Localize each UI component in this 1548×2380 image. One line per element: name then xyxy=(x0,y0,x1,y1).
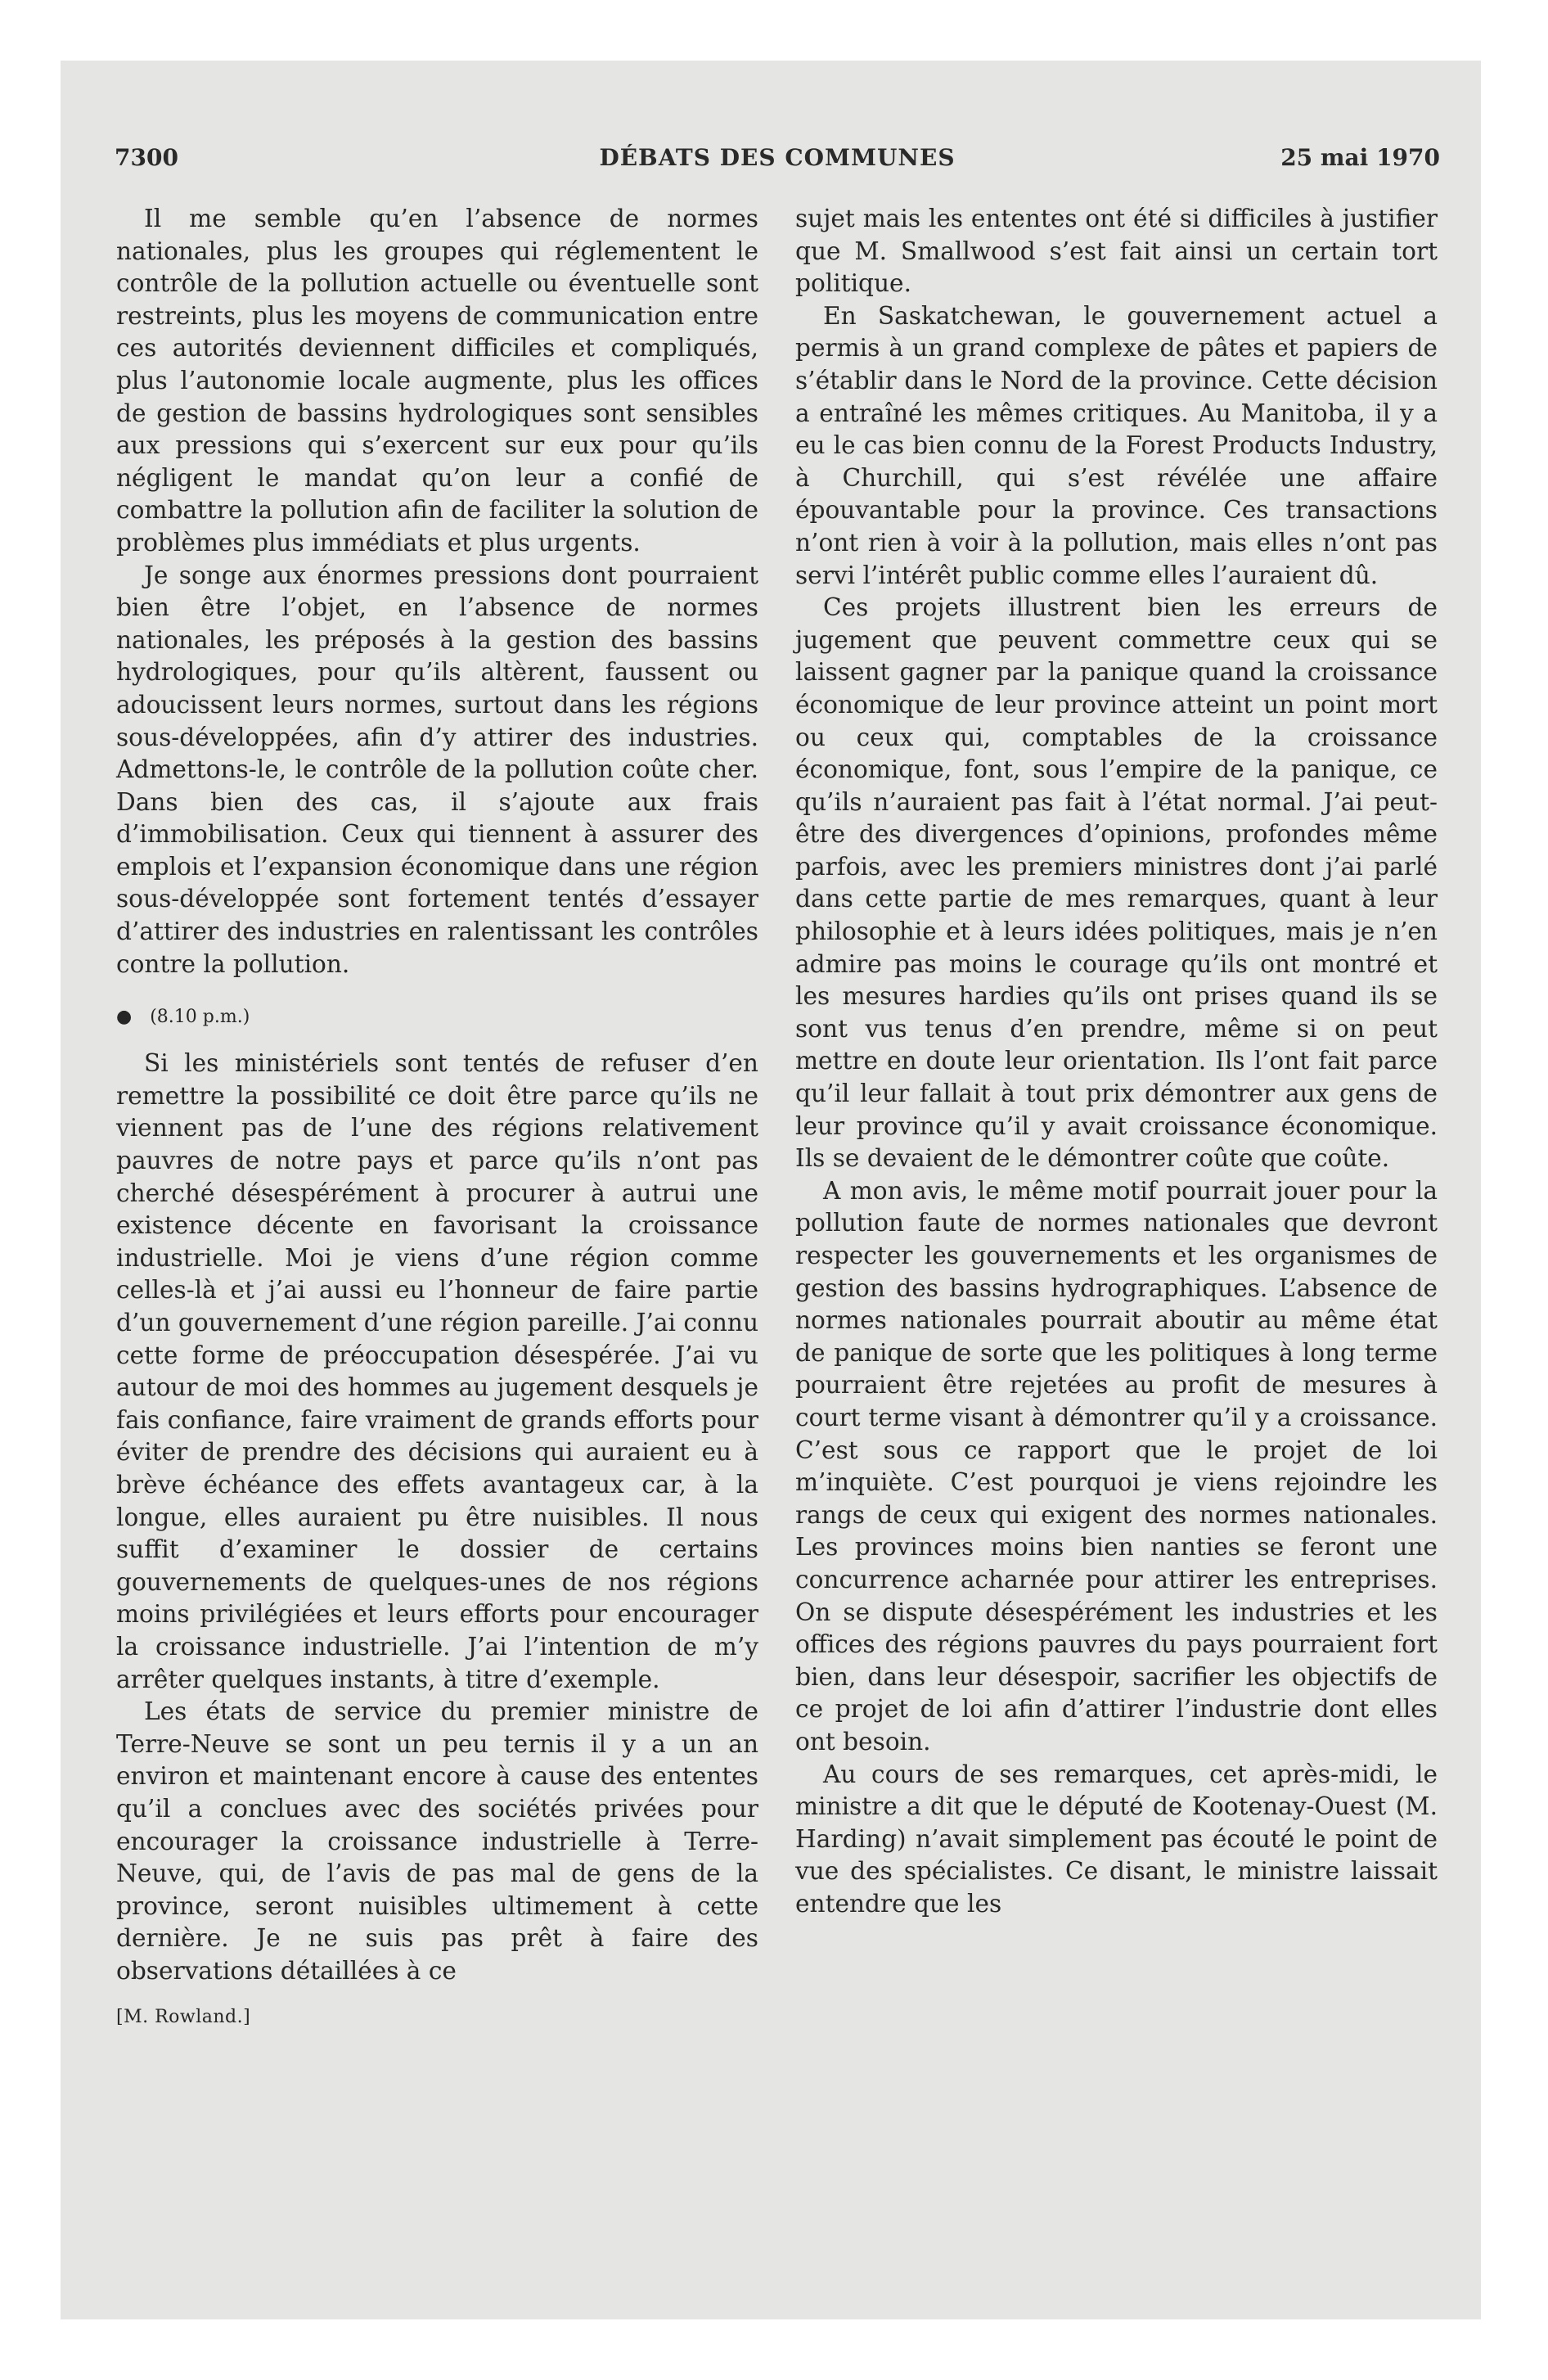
paragraph: sujet mais les ententes ont été si difficiles à justifier que M. Smallwood s’est fait ainsi un certain tort politique. xyxy=(795,205,1438,298)
paragraph: Si les ministériels sont tentés de refuser d’en remettre la possibilité ce doit être parce qu’ils ne viennent pas de l’une des régions relativement pauvres de notre pays et parce qu’ils n’ont pas cherché désespérément à procurer à autrui une existence décente en favorisant la croissance industrielle. Moi je viens d’une région comme celles-là et j’ai aussi eu l’honneur de faire partie d’un gouvernement d’une région pareille. J’ai connu cette forme de préoccupation désespérée. J’ai vu autour de moi des hommes au jugement desquels je fais confiance, faire vraiment de grands efforts pour éviter de prendre des décisions qui auraient eu à brève échéance des effets avantageux car, à la longue, elles auraient pu être nuisibles. Il nous suffit d’examiner le dossier de certains gouvernements de quelques-unes de nos régions moins privilégiées et leurs efforts pour encourager la croissance industrielle. J’ai l’intention de m’y arrêter quelques instants, à titre d’exemple. xyxy=(116,1049,758,1693)
paragraph: Ces projets illustrent bien les erreurs de jugement que peuvent commettre ceux qui se laissent gagner par la panique quand la croissance économique de leur province atteint un point mort ou ceux qui, comptables de la croissance économique, font, sous l’empire de la panique, ce qu’ils n’auraient pas fait à l’état normal. J’ai peut-être des divergences d’opinions, profondes même parfois, avec les premiers ministres dont j’ai parlé dans cette partie de mes remarques, quant à leur philosophie et à leurs idées politiques, mais je n’en admire pas moins le courage qu’ils ont montré et les mesures hardies qu’ils ont prises quand ils se sont vus tenus d’en prendre, même si on peut mettre en doute leur orientation. Ils l’ont fait parce qu’il leur fallait à tout prix démontrer aux gens de leur province qu’il y avait croissance économique. Ils se devaient de le démontrer coûte que coûte. xyxy=(795,593,1438,1173)
paragraph: Je songe aux énormes pressions dont pourraient bien être l’objet, en l’absence de normes nationales, les préposés à la gestion des bassins hydrologiques, pour qu’ils altèrent, faussent ou adoucissent leurs normes, surtout dans les régions sous-développées, afin d’y attirer des industries. Admettons-le, le contrôle de la pollution coûte cher. Dans bien des cas, il s’ajoute aux frais d’immobilisation. Ceux qui tiennent à assurer des emplois et l’expansion économique dans une région sous-développée sont fortement tentés d’essayer d’attirer des industries en ralentissant les contrôles contre la pollution. xyxy=(116,561,758,978)
page-date: 25 mai 1970 xyxy=(1280,144,1440,171)
paragraph: Il me semble qu’en l’absence de normes nationales, plus les groupes qui réglementent le contrôle de la pollution actuelle ou éventuelle sont restreints, plus les moyens de communication entre ces autorités deviennent difficiles et compliqués, plus l’autonomie locale augmente, plus les offices de gestion de bassins hydrologiques sont sensibles aux pressions qui s’exercent sur eux pour qu’ils négligent le mandat qu’on leur a confié de combattre la pollution afin de faciliter la solution de problèmes plus immédiats et plus urgents. xyxy=(116,205,758,557)
bullet-icon: ● xyxy=(116,1007,133,1028)
paragraph: A mon avis, le même motif pourrait jouer pour la pollution faute de normes nationales que devront respecter les gouvernements et les organismes de gestion des bassins hydrographiques. L’absence de normes nationales pourrait aboutir au même état de panique de sorte que les politiques à long terme pourraient être rejetées au profit de mesures à court terme visant à démontrer qu’il y a croissance. C’est sous ce rapport que le projet de loi m’inquiète. C’est pourquoi je viens rejoindre les rangs de ceux qui exigent des normes nationales. Les provinces moins bien nanties se feront une concurrence acharnée pour attirer les entreprises. On se dispute désespérément les industries et les offices des régions pauvres du pays pourraient fort bien, dans leur désespoir, sacrifier les objectifs de ce projet de loi afin d’attirer l’industrie dont elles ont besoin. xyxy=(795,1176,1438,1756)
speaker-attribution: [M. Rowland.] xyxy=(116,2007,251,2028)
paragraph: Les états de service du premier ministre de Terre-Neuve se sont un peu ternis il y a un an environ et maintenant encore à cause des ententes qu’il a conclues avec des sociétés privées pour encourager la croissance industrielle à Terre-Neuve, qui, de l’avis de pas mal de gens de la province, seront nuisibles ultimement à cette dernière. Je ne suis pas prêt à faire des observations détaillées à ce xyxy=(116,1697,758,1985)
paragraph: En Saskatchewan, le gouvernement actuel a permis à un grand complexe de pâtes et papiers de s’établir dans le Nord de la province. Cette décision a entraîné les mêmes critiques. Au Manitoba, il y a eu le cas bien connu de la Forest Products Industry, à Churchill, qui s’est révélée une affaire épouvantable pour la province. Ces transactions n’ont rien à voir à la pollution, mais elles n’ont pas servi l’intérêt public comme elles l’auraient dû. xyxy=(795,301,1438,589)
time-marker xyxy=(116,1005,758,1030)
time-label: (8.10 p.m.) xyxy=(150,1007,250,1028)
page-title: DÉBATS DES COMMUNES xyxy=(599,144,956,171)
left-column xyxy=(116,203,758,2030)
paragraph: Au cours de ses remarques, cet après-midi, le ministre a dit que le député de Kootenay-Ouest (M. Harding) n’avait simplement pas écouté le point de vue des spécialistes. Ce disant, le ministre laissait entendre que les xyxy=(795,1760,1438,1918)
right-column xyxy=(795,203,1438,1920)
page-header xyxy=(115,139,1440,180)
page-number: 7300 xyxy=(115,144,178,171)
